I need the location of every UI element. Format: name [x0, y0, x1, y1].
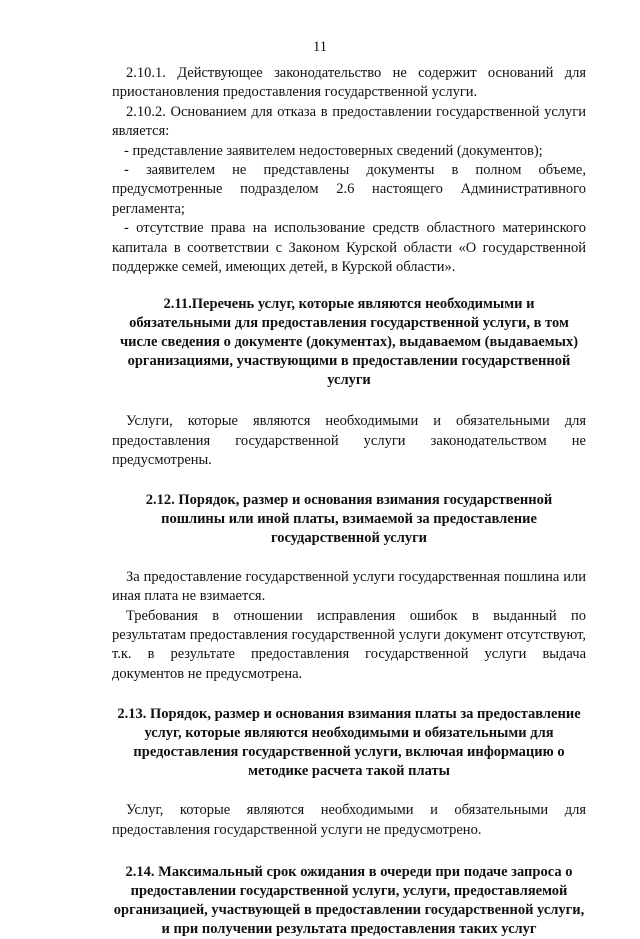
section-heading-2-13: 2.13. Порядок, размер и основания взимания платы за предоставление услуг, которые являются необходимыми и обязательными для предоставления государственной услуги, включая информацию о методике расчета такой платы: [117, 706, 581, 780]
paragraph-2-13: Услуг, которые являются необходимыми и обязательными для предоставления государственной услуги не предусмотрено.: [112, 802, 586, 838]
paragraph-2-12-corrections: Требования в отношении исправления ошибок в выданный по результатам предоставления государственной услуги документ отсутствуют, т.к. в результате предоставления государственной услуги выдача документов не предусмотрена.: [112, 607, 586, 682]
list-item-unreliable-info: - представление заявителем недостоверных сведений (документов);: [124, 142, 543, 159]
section-heading-2-11: 2.11.Перечень услуг, которые являются необходимыми и обязательными для предоставления государственной услуги, в том числе сведения о документе (документах), выдаваемом (выдаваемых) организациями, участвующими в предоставлении государственной услуги: [119, 296, 579, 389]
section-heading-2-14: 2.14. Максимальный срок ожидания в очереди при подаче запроса о предоставлении государственной услуги, услуги, предоставляемой организацией, участвующей в предоставлении государственной услуги, и при получении результата предоставления таких услуг: [113, 863, 585, 937]
paragraph-2-11: Услуги, которые являются необходимыми и обязательными для предоставления государственной услуги законодательством не предусмотрены.: [112, 413, 586, 469]
section-heading-2-12: 2.12. Порядок, размер и основания взимания государственной пошлины или иной платы, взимаемой за предоставление государственной услуги: [145, 491, 553, 546]
paragraph-2-10-1: 2.10.1. Действующее законодательство не содержит оснований для приостановления предоставления государственной услуги.: [112, 65, 586, 101]
list-item-no-right-to-capital: - отсутствие права на использование средств областного материнского капитала в соответствии с Законом Курской области «О государственной поддержке семей, имеющих детей, в Курской области».: [112, 220, 586, 276]
page-number: 11: [313, 39, 327, 55]
paragraph-2-12-fee: За предоставление государственной услуги государственная пошлина или иная плата не взимается.: [112, 568, 586, 605]
paragraph-2-10-2: 2.10.2. Основанием для отказа в предоставлении государственной услуги является:: [112, 103, 586, 140]
document-body: [112, 64, 586, 939]
list-item-incomplete-documents: - заявителем не представлены документы в полном объеме, предусмотренные подразделом 2.6 настоящего Административного регламента;: [112, 162, 586, 217]
